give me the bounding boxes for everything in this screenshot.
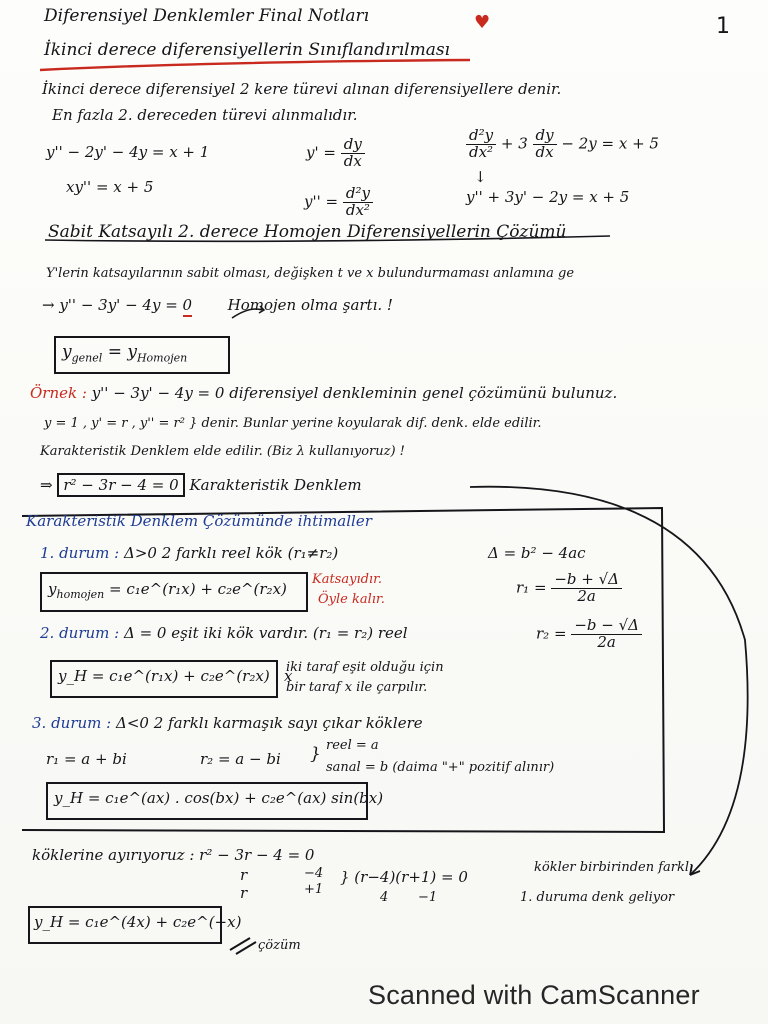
equation-leibniz-form: $\frac{\text{d²y}}{\text{dx²}}$ + 3 $\frac{dy}{dx}$ − 2y = x + 5 — [466, 128, 659, 161]
case1-label: 1. durum : — [40, 544, 120, 562]
example-karakteristik-note: Karakteristik Denklem elde edilir. (Biz λ kullanıyoruz) ! — [40, 444, 405, 459]
final-solution-equation: y_H = c₁e^(4x) + c₂e^(−x) — [34, 913, 242, 931]
cases-title: Karakteristik Denklem Çözümünde ihtimaller — [26, 512, 372, 530]
equation-1: y'' − 2y' − 4y = x + 1 — [46, 143, 210, 161]
case1-equation: $y_{homojen}$ = c₁e^(r₁x) + c₂e^(r₂x) — [48, 580, 287, 601]
case1-note2: Öyle kalır. — [318, 592, 385, 607]
equation-6: y'' + 3y' − 2y = x + 5 — [466, 188, 630, 206]
homogeneous-condition: → y'' − 3y' − 4y = 0 Homojen olma şartı. ! — [42, 296, 393, 314]
case3-root2: r₂ = a − bi — [200, 750, 281, 768]
case2-note2: bir taraf x ile çarpılır. — [286, 680, 428, 695]
root1-formula: r₁ = $\frac{-b + √\Delta}{2a}$ — [516, 572, 622, 605]
case2-equation: y_H = c₁e^(r₁x) + c₂e^(r₂x) . x — [58, 667, 293, 685]
case3-root1: r₁ = a + bi — [46, 750, 127, 768]
solution-root2: −1 — [418, 890, 438, 905]
solution-note2: 1. duruma denk geliyor — [520, 890, 675, 905]
heart-icon: ♥ — [474, 12, 491, 33]
equation-2: xy'' = x + 5 — [66, 178, 154, 196]
section-title-classification: İkinci derece diferensiyellerin Sınıflandırılması — [44, 40, 450, 60]
case1-row: 1. durum : Δ>0 2 farklı reel kök (r₁≠r₂) — [40, 544, 339, 562]
general-solution-equation: $y_{genel} = y_{Homojen}$ — [62, 342, 188, 365]
case3-equation: y_H = c₁e^(ax) . cos(bx) + c₂e^(ax) sin(bx) — [54, 789, 384, 807]
solution-col-a2: +1 — [304, 882, 324, 897]
section-title-homogeneous: Sabit Katsayılı 2. derece Homojen Diferensiyellerin Çözümü — [48, 222, 567, 242]
section1-line1: İkinci derece diferensiyel 2 kere türevi alınan diferensiyellere denir. — [42, 80, 562, 98]
solution-root1: 4 — [380, 890, 389, 905]
karakteristik-equation-box: r² − 3r − 4 = 0 — [57, 473, 184, 497]
solution-note1: kökler birbirinden farklı — [534, 860, 694, 875]
section2-line1: Y'lerin katsayılarının sabit olması, değişken t ve x bulundurmaması anlamına ge — [46, 266, 575, 281]
root2-formula: r₂ = $\frac{-b - √\Delta}{2a}$ — [536, 618, 642, 651]
final-solution-label: çözüm — [258, 938, 301, 953]
case3-row: 3. durum : Δ<0 2 farklı karmaşık sayı çıkar köklere — [32, 714, 423, 732]
solution-col-r2: r — [240, 884, 248, 902]
down-arrow-icon: ↓ — [474, 168, 487, 186]
example-substitution: y = 1 , y' = r , y'' = r² } denir. Bunlar yerine koyularak dif. denk. elde edilir. — [44, 416, 542, 431]
section1-line2: En fazla 2. dereceden türevi alınmalıdır. — [52, 106, 358, 124]
camscanner-watermark: Scanned with CamScanner — [368, 980, 700, 1010]
example-statement: Örnek : y'' − 3y' − 4y = 0 diferensiyel denkleminin genel çözümünü bulunuz. — [30, 384, 618, 402]
page-title: Diferensiyel Denklemler Final Notları — [44, 6, 370, 26]
case1-note1: Katsayıdır. — [312, 572, 383, 587]
case2-label: 2. durum : — [40, 624, 120, 642]
example-label: Örnek : — [30, 384, 87, 402]
case2-note1: iki taraf eşit olduğu için — [286, 660, 444, 675]
equation-second-derivative: y'' = $\frac{\text{d²y}}{\text{dx²}}$ — [304, 186, 373, 219]
solution-factorization: } (r−4)(r+1) = 0 — [340, 868, 468, 886]
karakteristik-equation-row: ⇒ r² − 3r − 4 = 0 Karakteristik Denklem — [40, 476, 362, 494]
solution-col-a1: −4 — [304, 866, 324, 881]
case3-imag-part: sanal = b (daima "+" pozitif alınır) — [326, 760, 555, 775]
solution-col-r1: r — [240, 866, 248, 884]
case3-brace-icon: } — [310, 744, 321, 764]
delta-formula: Δ = b² − 4ac — [488, 544, 586, 562]
case3-real-part: reel = a — [326, 738, 379, 753]
case2-row: 2. durum : Δ = 0 eşit iki kök vardır. (r₁ = r₂) reel — [40, 624, 408, 642]
case3-label: 3. durum : — [32, 714, 112, 732]
equation-first-derivative: y' = $\frac{dy}{dx}$ — [306, 137, 365, 170]
page-number: 1 — [716, 14, 730, 39]
solution-line1: köklerine ayırıyoruz : r² − 3r − 4 = 0 — [32, 846, 315, 864]
